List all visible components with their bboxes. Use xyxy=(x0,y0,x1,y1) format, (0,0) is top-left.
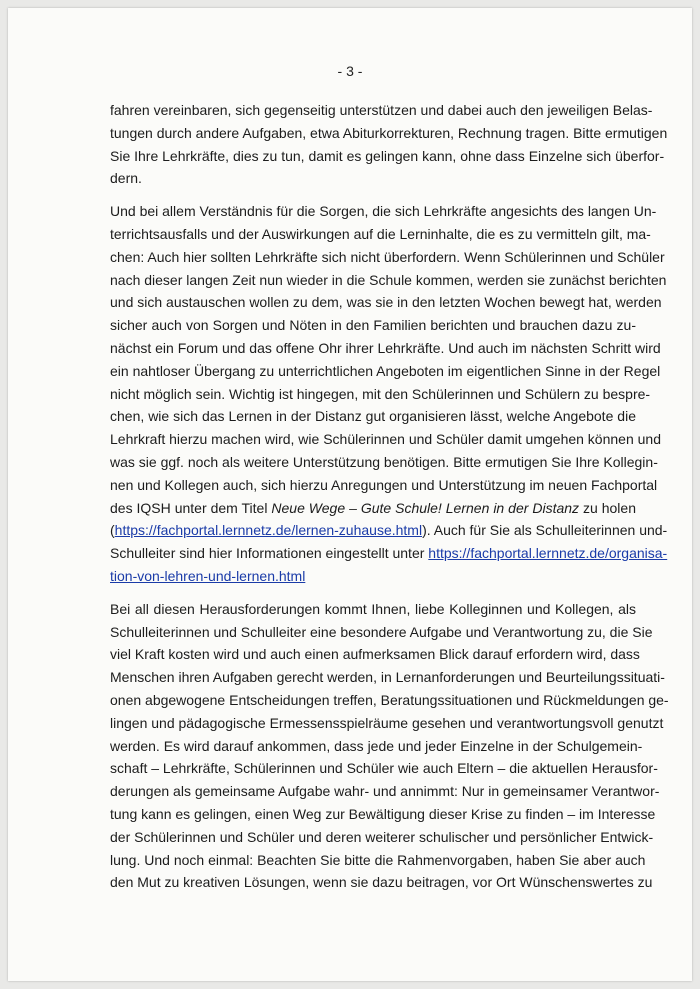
paragraph-3 xyxy=(110,598,669,894)
text-line: der Schülerinnen und Schüler und deren weiterer schulischer und persönlicher Entwick- xyxy=(110,828,654,845)
text-segment: zu holen xyxy=(579,499,636,516)
text-line: nächst ein Forum und das offene Ohr ihrer Lehrkräfte. Und auch im nächsten Schritt wird xyxy=(110,339,661,356)
organisation-link[interactable]: https://fachportal.lernnetz.de/organisa- xyxy=(428,545,668,562)
document-body xyxy=(110,99,669,904)
text-line: nen und Kollegen auch, sich hierzu Anregungen und Unterstützung im neuen Fachportal xyxy=(110,476,658,493)
text-line: terrichtsausfalls und der Auswirkungen auf die Lerninhalte, die es zu vermitteln gilt, ma- xyxy=(110,225,651,242)
text-line: lung. Und noch einmal: Beachten Sie bitte die Rahmenvorgaben, haben Sie aber auch xyxy=(110,851,646,868)
text-line: Und bei allem Verständnis für die Sorgen, die sich Lehrkräfte angesichts des langen Un- xyxy=(110,203,657,220)
text-line: derungen als gemeinsame Aufgabe wahr- und annimmt: Nur in gemeinsamer Verantwor- xyxy=(110,783,660,800)
lernen-zuhause-link[interactable]: https://fachportal.lernnetz.de/lernen-zuhause.html xyxy=(114,522,423,539)
paragraph-1 xyxy=(110,99,668,190)
text-line xyxy=(110,542,668,565)
text-line: werden. Es wird darauf ankommen, dass jede und jeder Einzelne in der Schulgemein- xyxy=(110,737,643,754)
text-line: Lehrkraft hierzu machen wird, wie Schülerinnen und Schüler damit umgehen können und xyxy=(110,431,661,448)
text-line: Schulleiterinnen und Schulleiter eine besondere Aufgabe und Verantwortung zu, die Sie xyxy=(110,623,653,640)
text-line: viel Kraft kosten wird und auch einen aufmerksamen Blick darauf erfordern wird, dass xyxy=(110,646,640,663)
text-line xyxy=(110,497,636,520)
text-segment: des IQSH unter dem Titel xyxy=(110,499,272,516)
text-line: dern. xyxy=(110,170,142,187)
text-line xyxy=(110,565,636,588)
text-line: Sie Ihre Lehrkräfte, dies zu tun, damit es gelingen kann, ohne dass Einzelne sich überfor- xyxy=(110,147,665,164)
text-segment: ( xyxy=(110,522,115,539)
paragraph-2 xyxy=(110,200,668,588)
text-segment: Schulleiter sind hier Informationen eingestellt unter xyxy=(110,545,429,562)
text-line: was sie ggf. noch als weitere Unterstützung benötigen. Bitte ermutigen Sie Ihre Kollegin- xyxy=(110,453,658,470)
text-line: chen: Auch hier sollten Lehrkräfte sich nicht überfordern. Wenn Schülerinnen und Schüler xyxy=(110,248,665,265)
text-line: und sich austauschen wollen zu dem, was sie in den letzten Wochen bewegt hat, werden xyxy=(110,294,662,311)
text-line: Bei all diesen Herausforderungen kommt Ihnen, liebe Kolleginnen und Kollegen, als xyxy=(110,600,636,617)
text-segment: ). Auch für Sie als Schulleiterinnen und- xyxy=(422,522,668,539)
text-line: sicher auch von Sorgen und Nöten in den Familien berichten und brauchen dazu zu- xyxy=(110,317,636,334)
text-line: ein nahtloser Übergang zu unterrichtlichen Angeboten im eigentlichen Sinne in der Regel xyxy=(110,362,661,379)
text-line: chen, wie sich das Lernen in der Distanz gut organisieren lässt, welche Angebote die xyxy=(110,408,636,425)
text-line xyxy=(110,519,668,542)
text-line: lingen und pädagogische Ermessensspielräume gesehen und verantwortungsvoll genutzt xyxy=(110,714,664,731)
text-line: fahren vereinbaren, sich gegenseitig unterstützen und dabei auch den jeweiligen Belas- xyxy=(110,102,653,118)
text-line: schaft – Lehrkräfte, Schülerinnen und Schüler wie auch Eltern – die aktuellen Herausfor- xyxy=(110,760,658,777)
text-line: tungen durch andere Aufgaben, etwa Abiturkorrekturen, Rechnung tragen. Bitte ermutigen xyxy=(110,124,668,141)
text-line: onen abgewogene Entscheidungen treffen, Beratungssituationen und Rückmeldungen ge- xyxy=(110,691,669,708)
text-line: nicht möglich sein. Wichtig ist hingegen, mit den Schülerinnen und Schülern zu bespre- xyxy=(110,385,651,402)
text-line: nach dieser langen Zeit nun wieder in die Schule kommen, werden sie zunächst berichten xyxy=(110,271,667,288)
organisation-link-continued[interactable]: tion-von-lehren-und-lernen.html xyxy=(110,567,306,584)
portal-title: Neue Wege – Gute Schule! Lernen in der Distanz xyxy=(271,499,580,516)
text-line: Menschen ihren Aufgaben gerecht werden, in Lernanforderungen und Beurteilungssituati- xyxy=(110,669,665,686)
page-number: - 3 - xyxy=(337,63,363,79)
text-line: tung kann es gelingen, einen Weg zur Bewältigung dieser Krise zu finden – im Interesse xyxy=(110,805,656,822)
text-line: den Mut zu kreativen Lösungen, wenn sie dazu beitragen, vor Ort Wünschenswertes zu xyxy=(110,874,653,891)
